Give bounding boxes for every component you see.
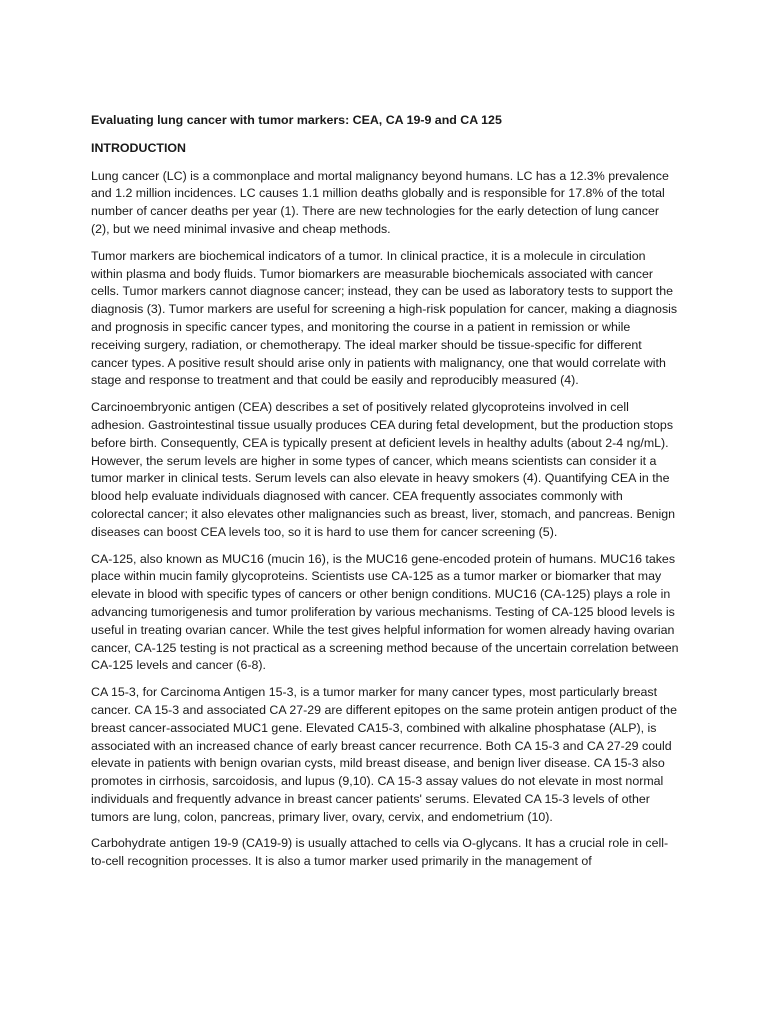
paragraph-ca-125: CA-125, also known as MUC16 (mucin 16), is the MUC16 gene-encoded protein of humans. MUC16 takes place within mucin family glycoproteins. Scientists use CA-125 as a tumor marker or biomarker that may elevate in blood with specific types of cancers or other benign conditions. MUC16 (CA-125) plays a role in advancing tumorigenesis and tumor proliferation by various mechanisms. Testing of CA-125 blood levels is useful in treating ovarian cancer. While the test gives helpful information for women already having ovarian cancer, CA-125 testing is not practical as a screening method because of the uncertain correlation between CA-125 levels and cancer (6-8). bbox=[91, 551, 679, 673]
paragraph-tumor-markers: Tumor markers are biochemical indicators of a tumor. In clinical practice, it is a molecule in circulation within plasma and body fluids. Tumor biomarkers are measurable biochemicals associated with cancer cells. Tumor markers cannot diagnose cancer; instead, they can be used as laboratory tests to support the diagnosis (3). Tumor markers are useful for screening a high-risk population for cancer, making a diagnosis and prognosis in specific cancer types, and monitoring the course in a patient in remission or while receiving surgery, radiation, or chemotherapy. The ideal marker should be tissue-specific for different cancer types. A positive result should arise only in patients with malignancy, one that would correlate with stage and response to treatment and that could be easily and reproducibly measured (4). bbox=[91, 248, 678, 388]
paragraph-cea: Carcinoembryonic antigen (CEA) describes a set of positively related glycoproteins involved in cell adhesion. Gastrointestinal tissue usually produces CEA during fetal development, but the production stops before birth. Consequently, CEA is typically present at deficient levels in healthy adults (about 2-4 ng/mL). However, the serum levels are higher in some types of cancer, which means scientists can consider it a tumor marker in clinical tests. Serum levels can also elevate in heavy smokers (4). Quantifying CEA in the blood help evaluate individuals diagnosed with cancer. CEA frequently associates commonly with colorectal cancer; it also elevates other malignancies such as breast, liver, stomach, and pancreas. Benign diseases can boost CEA levels too, so it is hard to use them for cancer screening (5). bbox=[91, 400, 676, 539]
document-title: Evaluating lung cancer with tumor markers: CEA, CA 19-9 and CA 125 bbox=[91, 113, 502, 127]
document-page bbox=[91, 112, 679, 880]
paragraph-ca-19-9: Carbohydrate antigen 19-9 (CA19-9) is usually attached to cells via O-glycans. It has a crucial role in cell-to-cell recognition processes. It is also a tumor marker used primarily in the management of bbox=[91, 836, 669, 869]
paragraph-lung-cancer: Lung cancer (LC) is a commonplace and mortal malignancy beyond humans. LC has a 12.3% prevalence and 1.2 million incidences. LC causes 1.1 million deaths globally and is responsible for 17.8% of the total number of cancer deaths per year (1). There are new technologies for the early detection of lung cancer (2), but we need minimal invasive and cheap methods. bbox=[91, 168, 669, 236]
paragraph-ca-15-3: CA 15-3, for Carcinoma Antigen 15-3, is a tumor marker for many cancer types, most particularly breast cancer. CA 15-3 and associated CA 27-29 are different epitopes on the same protein antigen product of the breast cancer-associated MUC1 gene. Elevated CA15-3, combined with alkaline phosphatase (ALP), is associated with an increased chance of early breast cancer recurrence. Both CA 15-3 and CA 27-29 could elevate in patients with benign ovarian cysts, mild breast disease, and benign liver disease. CA 15-3 also promotes in cirrhosis, sarcoidosis, and lupus (9,10). CA 15-3 assay values do not elevate in most normal individuals and frequently advance in breast cancer patients' serums. Elevated CA 15-3 levels of other tumors are lung, colon, pancreas, primary liver, ovary, cervix, and endometrium (10). bbox=[91, 685, 677, 824]
section-heading: INTRODUCTION bbox=[91, 140, 186, 155]
